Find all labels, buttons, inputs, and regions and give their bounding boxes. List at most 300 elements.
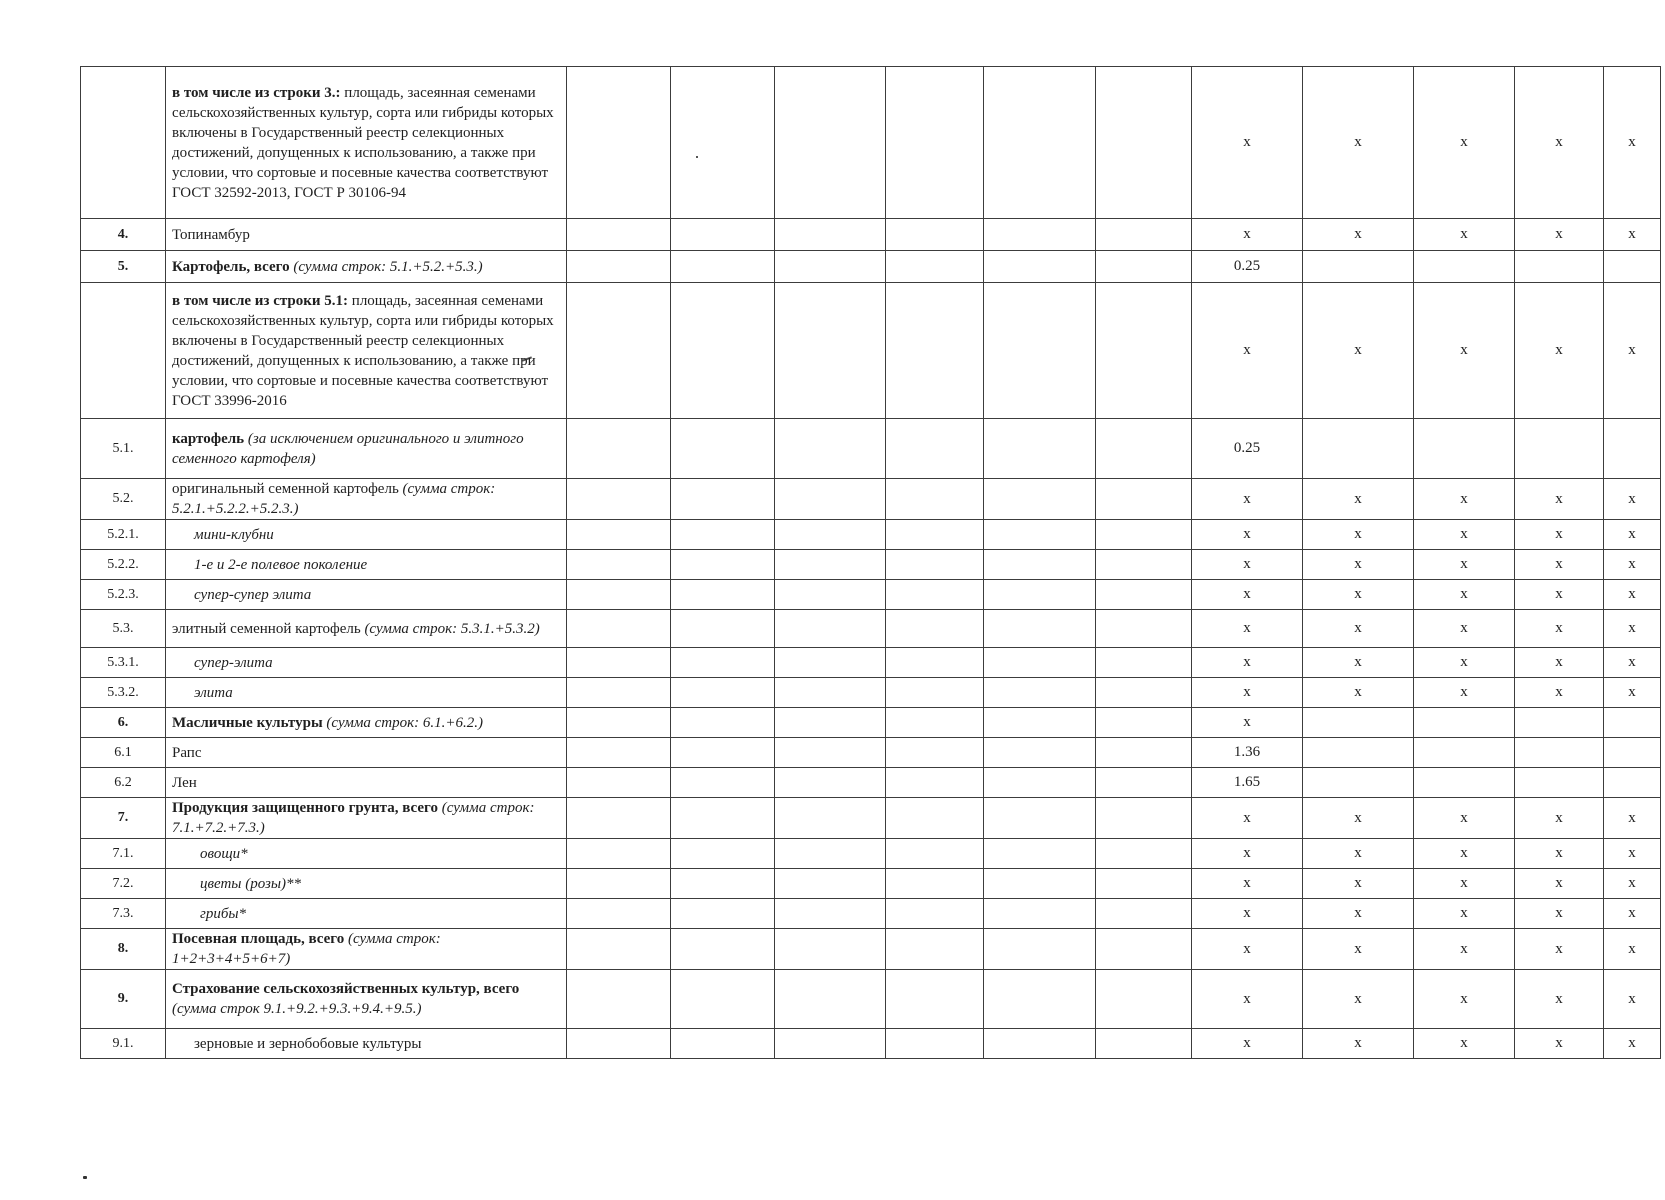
value-cell: x bbox=[1303, 550, 1414, 580]
value-cell: x bbox=[1515, 798, 1604, 839]
empty-cell bbox=[567, 580, 671, 610]
value-cell bbox=[1604, 708, 1661, 738]
empty-cell bbox=[886, 708, 984, 738]
empty-cell bbox=[886, 520, 984, 550]
empty-cell bbox=[775, 839, 886, 869]
empty-cell bbox=[671, 283, 775, 419]
value-cell: 1.65 bbox=[1192, 768, 1303, 798]
value-cell bbox=[1515, 419, 1604, 479]
empty-cell bbox=[1096, 1029, 1192, 1059]
empty-cell bbox=[886, 610, 984, 648]
value-cell bbox=[1414, 708, 1515, 738]
row-label-formula: (сумма строк: 5.1.+5.2.+5.3.) bbox=[293, 258, 483, 275]
empty-cell bbox=[886, 251, 984, 283]
row-label bbox=[166, 67, 567, 219]
value-cell: x bbox=[1414, 550, 1515, 580]
value-cell: x bbox=[1303, 1029, 1414, 1059]
value-cell: x bbox=[1515, 520, 1604, 550]
empty-cell bbox=[567, 550, 671, 580]
empty-cell bbox=[775, 610, 886, 648]
value-cell: x bbox=[1303, 580, 1414, 610]
empty-cell bbox=[775, 708, 886, 738]
empty-cell bbox=[1096, 251, 1192, 283]
value-cell: x bbox=[1303, 67, 1414, 219]
empty-cell bbox=[671, 580, 775, 610]
row-label-formula: цветы (розы)** bbox=[200, 875, 302, 892]
value-cell: x bbox=[1604, 520, 1661, 550]
row-number: 5.2. bbox=[81, 479, 166, 520]
empty-cell bbox=[671, 479, 775, 520]
value-cell bbox=[1303, 738, 1414, 768]
value-cell: x bbox=[1414, 67, 1515, 219]
value-cell bbox=[1515, 251, 1604, 283]
row-label-bold: в том числе из строки 5.1: bbox=[172, 292, 349, 309]
value-cell: x bbox=[1604, 610, 1661, 648]
table-row bbox=[81, 738, 1661, 768]
row-label-formula: грибы* bbox=[200, 905, 247, 922]
value-cell: x bbox=[1303, 219, 1414, 251]
empty-cell bbox=[886, 283, 984, 419]
empty-cell bbox=[671, 1029, 775, 1059]
value-cell: x bbox=[1303, 479, 1414, 520]
value-cell: x bbox=[1414, 648, 1515, 678]
row-label bbox=[166, 479, 567, 520]
empty-cell bbox=[984, 869, 1096, 899]
empty-cell bbox=[567, 798, 671, 839]
empty-cell bbox=[567, 648, 671, 678]
row-label bbox=[166, 738, 567, 768]
empty-cell bbox=[775, 678, 886, 708]
row-number: 7. bbox=[81, 798, 166, 839]
empty-cell bbox=[984, 610, 1096, 648]
empty-cell bbox=[775, 738, 886, 768]
value-cell: x bbox=[1604, 550, 1661, 580]
row-label bbox=[166, 648, 567, 678]
empty-cell bbox=[671, 869, 775, 899]
empty-cell bbox=[775, 648, 886, 678]
value-cell bbox=[1414, 251, 1515, 283]
row-label-bold: Страхование сельскохозяйственных культур, всего bbox=[172, 981, 520, 997]
row-label bbox=[166, 1029, 567, 1059]
value-cell: x bbox=[1414, 580, 1515, 610]
value-cell: x bbox=[1303, 283, 1414, 419]
table-row bbox=[81, 798, 1661, 839]
empty-cell bbox=[886, 738, 984, 768]
empty-cell bbox=[775, 899, 886, 929]
value-cell bbox=[1303, 251, 1414, 283]
empty-cell bbox=[567, 419, 671, 479]
value-cell: x bbox=[1192, 610, 1303, 648]
row-number: 6. bbox=[81, 708, 166, 738]
empty-cell bbox=[886, 899, 984, 929]
empty-cell bbox=[886, 678, 984, 708]
row-label bbox=[166, 899, 567, 929]
row-number: 6.1 bbox=[81, 738, 166, 768]
value-cell: x bbox=[1303, 869, 1414, 899]
value-cell: x bbox=[1604, 1029, 1661, 1059]
row-label-text: площадь, засеянная семенами сельскохозяйственных культур, сорта или гибриды которых включены в Государственный реестр селекционных достижений, допущенных к использованию, а также при условии, что сортовые и посевные качества соответствуют ГОСТ 32592-2013, ГОСТ Р 30106-94 bbox=[172, 84, 554, 201]
empty-cell bbox=[984, 768, 1096, 798]
empty-cell bbox=[1096, 520, 1192, 550]
value-cell: x bbox=[1192, 1029, 1303, 1059]
empty-cell bbox=[886, 798, 984, 839]
empty-cell bbox=[567, 768, 671, 798]
empty-cell bbox=[984, 678, 1096, 708]
value-cell bbox=[1515, 738, 1604, 768]
value-cell: x bbox=[1604, 219, 1661, 251]
empty-cell bbox=[775, 580, 886, 610]
value-cell: 0.25 bbox=[1192, 251, 1303, 283]
value-cell: x bbox=[1192, 798, 1303, 839]
value-cell: x bbox=[1192, 869, 1303, 899]
empty-cell bbox=[671, 610, 775, 648]
empty-cell bbox=[775, 768, 886, 798]
empty-cell bbox=[567, 678, 671, 708]
row-label bbox=[166, 610, 567, 648]
empty-cell bbox=[1096, 678, 1192, 708]
table-row bbox=[81, 67, 1661, 219]
row-label bbox=[166, 251, 567, 283]
empty-cell bbox=[775, 1029, 886, 1059]
row-number: 5.1. bbox=[81, 419, 166, 479]
row-label-bold: Посевная площадь, всего bbox=[172, 931, 345, 947]
empty-cell bbox=[567, 479, 671, 520]
value-cell: x bbox=[1192, 678, 1303, 708]
row-label-formula: элита bbox=[194, 684, 233, 701]
value-cell: x bbox=[1303, 520, 1414, 550]
empty-cell bbox=[671, 251, 775, 283]
row-number: 8. bbox=[81, 929, 166, 970]
table-row bbox=[81, 479, 1661, 520]
value-cell: x bbox=[1192, 839, 1303, 869]
empty-cell bbox=[671, 219, 775, 251]
value-cell: x bbox=[1604, 283, 1661, 419]
empty-cell bbox=[886, 219, 984, 251]
value-cell: x bbox=[1604, 839, 1661, 869]
empty-cell bbox=[567, 708, 671, 738]
row-number: 4. bbox=[81, 219, 166, 251]
row-number bbox=[81, 283, 166, 419]
row-label bbox=[166, 768, 567, 798]
value-cell: x bbox=[1515, 839, 1604, 869]
empty-cell bbox=[671, 738, 775, 768]
value-cell: x bbox=[1192, 67, 1303, 219]
row-label bbox=[166, 419, 567, 479]
value-cell: x bbox=[1604, 899, 1661, 929]
row-label bbox=[166, 550, 567, 580]
row-number: 5.3.1. bbox=[81, 648, 166, 678]
value-cell bbox=[1414, 738, 1515, 768]
value-cell: x bbox=[1604, 479, 1661, 520]
empty-cell bbox=[567, 1029, 671, 1059]
table-row bbox=[81, 708, 1661, 738]
value-cell: x bbox=[1303, 839, 1414, 869]
value-cell: x bbox=[1303, 798, 1414, 839]
value-cell: x bbox=[1515, 580, 1604, 610]
row-number: 5.2.3. bbox=[81, 580, 166, 610]
row-label bbox=[166, 970, 567, 1029]
empty-cell bbox=[1096, 479, 1192, 520]
table-row bbox=[81, 550, 1661, 580]
empty-cell bbox=[984, 479, 1096, 520]
empty-cell bbox=[984, 798, 1096, 839]
empty-cell bbox=[567, 738, 671, 768]
value-cell: x bbox=[1192, 479, 1303, 520]
value-cell: x bbox=[1303, 610, 1414, 648]
empty-cell bbox=[984, 550, 1096, 580]
value-cell: x bbox=[1192, 550, 1303, 580]
empty-cell bbox=[886, 479, 984, 520]
value-cell: x bbox=[1414, 1029, 1515, 1059]
empty-cell bbox=[775, 67, 886, 219]
value-cell: x bbox=[1414, 219, 1515, 251]
row-number: 6.2 bbox=[81, 768, 166, 798]
row-label bbox=[166, 520, 567, 550]
row-label-formula: (за исключением оригинального и элитного семенного картофеля) bbox=[172, 430, 524, 467]
row-label bbox=[166, 219, 567, 251]
row-label-bold: картофель bbox=[172, 430, 245, 447]
value-cell: x bbox=[1192, 899, 1303, 929]
value-cell: x bbox=[1604, 580, 1661, 610]
value-cell: x bbox=[1515, 550, 1604, 580]
table-row bbox=[81, 419, 1661, 479]
value-cell: x bbox=[1515, 479, 1604, 520]
empty-cell bbox=[886, 839, 984, 869]
row-number: 9. bbox=[81, 970, 166, 1029]
row-number: 5.2.1. bbox=[81, 520, 166, 550]
value-cell bbox=[1604, 251, 1661, 283]
table-row bbox=[81, 251, 1661, 283]
row-label-formula: супер-элита bbox=[194, 654, 273, 671]
row-label-formula: (сумма строк: 1+2+3+4+5+6+7) bbox=[172, 931, 441, 967]
value-cell: x bbox=[1515, 67, 1604, 219]
value-cell: 0.25 bbox=[1192, 419, 1303, 479]
empty-cell bbox=[775, 550, 886, 580]
empty-cell bbox=[567, 219, 671, 251]
row-number: 5.3.2. bbox=[81, 678, 166, 708]
row-label-text: Топинамбур bbox=[172, 226, 250, 243]
empty-cell bbox=[984, 839, 1096, 869]
table-row bbox=[81, 520, 1661, 550]
value-cell: 1.36 bbox=[1192, 738, 1303, 768]
empty-cell bbox=[886, 970, 984, 1029]
empty-cell bbox=[567, 283, 671, 419]
empty-cell bbox=[567, 839, 671, 869]
empty-cell bbox=[671, 550, 775, 580]
value-cell bbox=[1604, 419, 1661, 479]
empty-cell bbox=[671, 768, 775, 798]
value-cell: x bbox=[1414, 610, 1515, 648]
value-cell bbox=[1604, 768, 1661, 798]
row-label-formula: супер-супер элита bbox=[194, 586, 312, 603]
empty-cell bbox=[1096, 708, 1192, 738]
empty-cell bbox=[886, 580, 984, 610]
value-cell: x bbox=[1604, 798, 1661, 839]
row-label-formula: мини-клубни bbox=[194, 526, 274, 543]
empty-cell bbox=[567, 899, 671, 929]
empty-cell bbox=[1096, 219, 1192, 251]
empty-cell bbox=[1096, 738, 1192, 768]
empty-cell bbox=[886, 648, 984, 678]
value-cell: x bbox=[1192, 520, 1303, 550]
value-cell: x bbox=[1515, 283, 1604, 419]
row-label bbox=[166, 839, 567, 869]
row-label-formula: (сумма строк: 5.3.1.+5.3.2) bbox=[364, 620, 540, 637]
row-label bbox=[166, 580, 567, 610]
value-cell: x bbox=[1192, 283, 1303, 419]
empty-cell bbox=[886, 768, 984, 798]
empty-cell bbox=[567, 251, 671, 283]
row-number: 9.1. bbox=[81, 1029, 166, 1059]
row-number bbox=[81, 67, 166, 219]
empty-cell bbox=[671, 678, 775, 708]
empty-cell bbox=[886, 869, 984, 899]
empty-cell bbox=[984, 580, 1096, 610]
value-cell bbox=[1515, 768, 1604, 798]
row-label-formula: (сумма строк: 6.1.+6.2.) bbox=[326, 714, 484, 731]
empty-cell bbox=[567, 67, 671, 219]
row-label bbox=[166, 929, 567, 970]
empty-cell bbox=[984, 899, 1096, 929]
value-cell: x bbox=[1192, 648, 1303, 678]
row-number: 5.3. bbox=[81, 610, 166, 648]
empty-cell bbox=[1096, 610, 1192, 648]
empty-cell bbox=[775, 970, 886, 1029]
value-cell: x bbox=[1515, 678, 1604, 708]
empty-cell bbox=[775, 929, 886, 970]
row-label-bold: в том числе из строки 3.: bbox=[172, 84, 341, 101]
row-label-formula: овощи* bbox=[200, 845, 248, 862]
value-cell: x bbox=[1515, 899, 1604, 929]
value-cell: x bbox=[1604, 67, 1661, 219]
empty-cell bbox=[886, 550, 984, 580]
value-cell: x bbox=[1515, 610, 1604, 648]
empty-cell bbox=[671, 899, 775, 929]
row-label-text: элитный семенной картофель bbox=[172, 620, 365, 637]
empty-cell bbox=[886, 67, 984, 219]
value-cell: x bbox=[1414, 520, 1515, 550]
value-cell: x bbox=[1303, 899, 1414, 929]
row-number: 7.1. bbox=[81, 839, 166, 869]
empty-cell bbox=[775, 283, 886, 419]
row-number: 5. bbox=[81, 251, 166, 283]
empty-cell bbox=[984, 520, 1096, 550]
value-cell: x bbox=[1414, 929, 1515, 970]
table-row bbox=[81, 839, 1661, 869]
empty-cell bbox=[1096, 929, 1192, 970]
table-row bbox=[81, 610, 1661, 648]
empty-cell bbox=[775, 251, 886, 283]
table-row bbox=[81, 283, 1661, 419]
empty-cell bbox=[775, 798, 886, 839]
empty-cell bbox=[984, 283, 1096, 419]
row-label-formula: (сумма строк: 7.1.+7.2.+7.3.) bbox=[172, 800, 535, 836]
scan-mark bbox=[83, 1176, 87, 1179]
table-body bbox=[81, 67, 1661, 1059]
empty-cell bbox=[775, 869, 886, 899]
value-cell: x bbox=[1515, 869, 1604, 899]
value-cell: x bbox=[1303, 678, 1414, 708]
empty-cell bbox=[984, 929, 1096, 970]
value-cell: x bbox=[1192, 708, 1303, 738]
table-row bbox=[81, 899, 1661, 929]
empty-cell bbox=[775, 520, 886, 550]
empty-cell bbox=[984, 419, 1096, 479]
empty-cell bbox=[886, 929, 984, 970]
value-cell bbox=[1515, 708, 1604, 738]
empty-cell bbox=[1096, 550, 1192, 580]
row-label-text: Лен bbox=[172, 774, 197, 791]
empty-cell bbox=[775, 479, 886, 520]
value-cell: x bbox=[1414, 899, 1515, 929]
empty-cell bbox=[886, 1029, 984, 1059]
value-cell: x bbox=[1414, 678, 1515, 708]
value-cell: x bbox=[1303, 648, 1414, 678]
table-row bbox=[81, 1029, 1661, 1059]
row-label-formula: 1-е и 2-е полевое поколение bbox=[194, 556, 368, 573]
value-cell: x bbox=[1515, 970, 1604, 1029]
empty-cell bbox=[775, 419, 886, 479]
empty-cell bbox=[1096, 419, 1192, 479]
empty-cell bbox=[671, 839, 775, 869]
empty-cell bbox=[984, 708, 1096, 738]
value-cell: x bbox=[1414, 839, 1515, 869]
value-cell bbox=[1303, 708, 1414, 738]
empty-cell bbox=[984, 648, 1096, 678]
value-cell: x bbox=[1192, 929, 1303, 970]
table-row bbox=[81, 869, 1661, 899]
value-cell bbox=[1303, 419, 1414, 479]
empty-cell bbox=[567, 520, 671, 550]
empty-cell bbox=[984, 251, 1096, 283]
empty-cell bbox=[1096, 580, 1192, 610]
value-cell: x bbox=[1604, 970, 1661, 1029]
value-cell: x bbox=[1515, 929, 1604, 970]
empty-cell bbox=[567, 869, 671, 899]
empty-cell bbox=[1096, 283, 1192, 419]
value-cell: x bbox=[1515, 648, 1604, 678]
empty-cell bbox=[984, 970, 1096, 1029]
row-label-bold: Масличные культуры bbox=[172, 714, 323, 731]
empty-cell bbox=[567, 610, 671, 648]
empty-cell bbox=[775, 219, 886, 251]
empty-cell bbox=[671, 648, 775, 678]
empty-cell bbox=[984, 67, 1096, 219]
table-row bbox=[81, 648, 1661, 678]
row-label bbox=[166, 283, 567, 419]
value-cell bbox=[1303, 768, 1414, 798]
empty-cell bbox=[1096, 768, 1192, 798]
row-label bbox=[166, 869, 567, 899]
value-cell: x bbox=[1414, 283, 1515, 419]
value-cell bbox=[1604, 738, 1661, 768]
row-label bbox=[166, 798, 567, 839]
value-cell: x bbox=[1192, 219, 1303, 251]
empty-cell bbox=[1096, 869, 1192, 899]
row-label-text: площадь, засеянная семенами сельскохозяйственных культур, сорта или гибриды которых включены в Государственный реестр селекционных достижений, допущенных к использованию, а также при условии, что сортовые и посевные качества соответствуют ГОСТ 33996-2016 bbox=[172, 292, 554, 409]
empty-cell bbox=[671, 419, 775, 479]
table-row bbox=[81, 929, 1661, 970]
value-cell: x bbox=[1414, 798, 1515, 839]
empty-cell bbox=[671, 520, 775, 550]
row-label-bold: Картофель, всего bbox=[172, 258, 290, 275]
empty-cell bbox=[671, 708, 775, 738]
value-cell bbox=[1414, 768, 1515, 798]
value-cell: x bbox=[1515, 1029, 1604, 1059]
value-cell: x bbox=[1192, 580, 1303, 610]
value-cell: x bbox=[1604, 648, 1661, 678]
empty-cell bbox=[567, 970, 671, 1029]
